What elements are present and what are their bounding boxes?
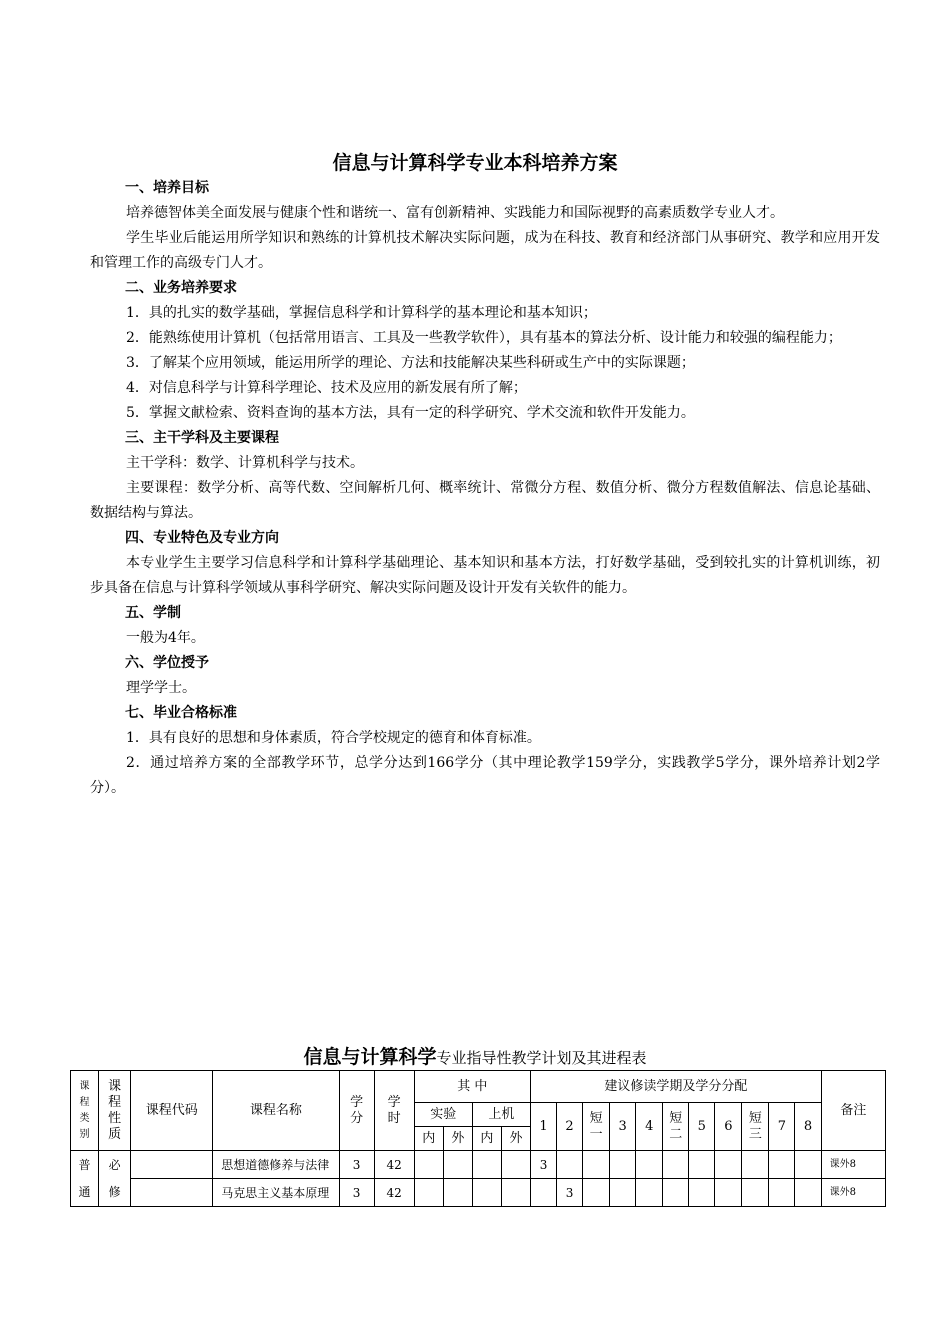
semester-cell: 3 — [531, 1151, 557, 1179]
header-among: 其 中 — [414, 1071, 530, 1103]
header-semester-short-3: 短三 — [742, 1103, 769, 1151]
paragraph: 本专业学生主要学习信息科学和计算科学基础理论、基本知识和基本方法，打好数学基础，受到较扎实的计算机训练，初步具备在信息与计算科学领域从事科学研究、解决实际问题及设计开发有关软件的能力。 — [90, 555, 880, 596]
course-code-cell — [131, 1179, 213, 1207]
header-semester-5: 5 — [689, 1103, 715, 1151]
header-semester-3: 3 — [610, 1103, 636, 1151]
semester-cell — [689, 1151, 715, 1179]
header-semester-6: 6 — [715, 1103, 742, 1151]
paragraph: 2．通过培养方案的全部教学环节，总学分达到166学分（其中理论教学159学分，实践教学5学分，课外培养计划2学分）。 — [90, 755, 880, 796]
paragraph: 主要课程：数学分析、高等代数、空间解析几何、概率统计、常微分方程、数值分析、微分方程数值解法、信息论基础、数据结构与算法。 — [90, 480, 880, 521]
paragraph: 1．具的扎实的数学基础，掌握信息科学和计算科学的基本理论和基本知识； — [126, 305, 597, 321]
lab-computer-cell — [501, 1179, 530, 1207]
semester-cell — [795, 1179, 821, 1207]
document-body — [90, 176, 880, 801]
header-semester-4: 4 — [636, 1103, 663, 1151]
semester-cell — [795, 1151, 821, 1179]
hours-cell: 42 — [374, 1151, 414, 1179]
table-title-major: 信息与计算科学 — [303, 1046, 437, 1068]
credits-cell: 3 — [339, 1179, 374, 1207]
header-lab-inside: 内 — [414, 1127, 443, 1151]
semester-cell — [531, 1179, 557, 1207]
section-heading: 一、培养目标 — [125, 180, 209, 196]
semester-cell — [636, 1151, 663, 1179]
table-title — [0, 1042, 950, 1069]
remark-cell: 课外8 — [821, 1151, 885, 1179]
section-heading: 五、学制 — [125, 605, 181, 621]
section-heading: 六、学位授予 — [125, 655, 209, 671]
semester-cell — [636, 1179, 663, 1207]
course-name-cell: 思想道德修养与法律 — [213, 1151, 339, 1179]
paragraph: 5．掌握文献检索、资料查询的基本方法，具有一定的科学研究、学术交流和软件开发能力。 — [126, 405, 695, 421]
header-nature: 课程性质 — [99, 1071, 131, 1151]
table-row — [71, 1151, 886, 1179]
semester-cell — [557, 1151, 583, 1179]
section-heading: 二、业务培养要求 — [125, 280, 237, 296]
header-lab: 实验 — [414, 1103, 472, 1127]
table-title-rest: 专业指导性教学计划及其进程表 — [436, 1049, 647, 1067]
category-cell: 通 — [71, 1179, 99, 1207]
header-credits: 学分 — [339, 1071, 374, 1151]
lab-computer-cell — [472, 1179, 501, 1207]
semester-cell — [715, 1151, 742, 1179]
semester-cell — [663, 1151, 689, 1179]
section-heading: 三、主干学科及主要课程 — [125, 430, 279, 446]
lab-computer-cell — [414, 1179, 443, 1207]
paragraph: 学生毕业后能运用所学知识和熟练的计算机技术解决实际问题，成为在科技、教育和经济部门从事研究、教学和应用开发和管理工作的高级专门人才。 — [90, 230, 880, 271]
paragraph: 一般为4年。 — [126, 630, 205, 646]
section-heading: 七、毕业合格标准 — [125, 705, 237, 721]
header-semester-2: 2 — [557, 1103, 583, 1151]
semester-cell: 3 — [557, 1179, 583, 1207]
semester-cell — [715, 1179, 742, 1207]
credits-cell: 3 — [339, 1151, 374, 1179]
nature-cell: 必 — [99, 1151, 131, 1179]
paragraph: 培养德智体美全面发展与健康个性和谐统一、富有创新精神、实践能力和国际视野的高素质数学专业人才。 — [126, 205, 784, 221]
category-cell: 普 — [71, 1151, 99, 1179]
document-title: 信息与计算科学专业本科培养方案 — [332, 152, 618, 174]
semester-cell — [583, 1151, 610, 1179]
header-semesters: 建议修读学期及学分分配 — [531, 1071, 822, 1103]
header-semester-1: 1 — [531, 1103, 557, 1151]
header-lab-outside: 外 — [443, 1127, 472, 1151]
header-computer-outside: 外 — [501, 1127, 530, 1151]
header-code: 课程代码 — [131, 1071, 213, 1151]
paragraph: 主干学科：数学、计算机科学与技术。 — [126, 455, 364, 471]
teaching-plan-table — [70, 1070, 886, 1207]
semester-cell — [742, 1151, 769, 1179]
paragraph: 理学学士。 — [126, 680, 196, 696]
semester-cell — [583, 1179, 610, 1207]
paragraph: 2．能熟练使用计算机（包括常用语言、工具及一些教学软件），具有基本的算法分析、设计能力和较强的编程能力； — [126, 330, 842, 346]
header-computer-inside: 内 — [472, 1127, 501, 1151]
paragraph: 3．了解某个应用领域，能运用所学的理论、方法和技能解决某些科研或生产中的实际课题； — [126, 355, 695, 371]
semester-cell — [769, 1151, 795, 1179]
lab-computer-cell — [472, 1151, 501, 1179]
lab-computer-cell — [443, 1151, 472, 1179]
semester-cell — [742, 1179, 769, 1207]
semester-cell — [663, 1179, 689, 1207]
lab-computer-cell — [501, 1151, 530, 1179]
header-name: 课程名称 — [213, 1071, 339, 1151]
semester-cell — [769, 1179, 795, 1207]
semester-cell — [610, 1179, 636, 1207]
paragraph: 1．具有良好的思想和身体素质，符合学校规定的德育和体育标准。 — [126, 730, 541, 746]
semester-cell — [689, 1179, 715, 1207]
header-semester-short-2: 短二 — [663, 1103, 689, 1151]
table-row — [71, 1179, 886, 1207]
header-remark: 备注 — [821, 1071, 885, 1151]
course-name-cell: 马克思主义基本原理 — [213, 1179, 339, 1207]
header-semester-short-1: 短一 — [583, 1103, 610, 1151]
header-category: 课程类别 — [71, 1071, 99, 1151]
lab-computer-cell — [414, 1151, 443, 1179]
header-computer: 上机 — [472, 1103, 530, 1127]
header-semester-7: 7 — [769, 1103, 795, 1151]
paragraph: 4．对信息科学与计算科学理论、技术及应用的新发展有所了解； — [126, 380, 527, 396]
hours-cell: 42 — [374, 1179, 414, 1207]
table-body — [71, 1151, 886, 1207]
header-hours: 学时 — [374, 1071, 414, 1151]
course-code-cell — [131, 1151, 213, 1179]
header-semester-8: 8 — [795, 1103, 821, 1151]
nature-cell: 修 — [99, 1179, 131, 1207]
remark-cell: 课外8 — [821, 1179, 885, 1207]
semester-cell — [610, 1151, 636, 1179]
section-heading: 四、专业特色及专业方向 — [125, 530, 279, 546]
lab-computer-cell — [443, 1179, 472, 1207]
